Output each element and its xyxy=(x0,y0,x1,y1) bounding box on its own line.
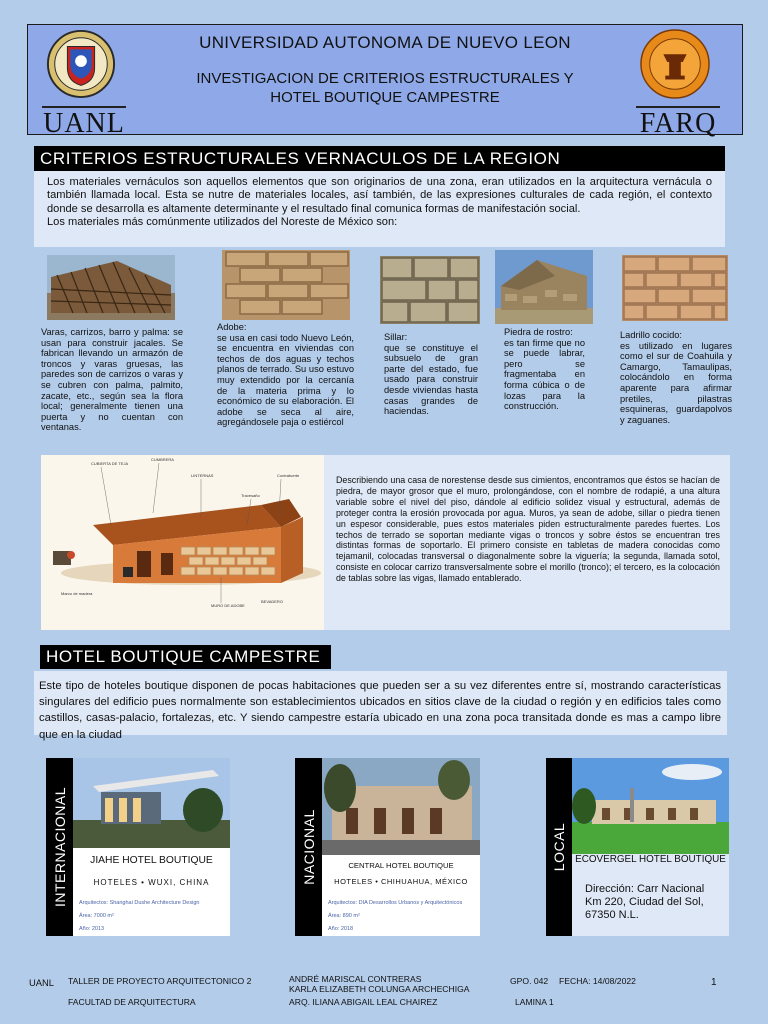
central-photo xyxy=(322,758,480,855)
label-local-text: LOCAL xyxy=(551,822,567,872)
vernacular-house-diagram xyxy=(41,455,324,630)
caption-adobe: Adobe: se usa en casi todo Nuevo León, se encuentra en viviendas con techos de dos aguas y techos planos de terrado. Su uso estuvo muy extendido por la cercanía de la materia prima y lo económico de su elaboración. El adobe se seca al aire, agregándosele paja o estiércol xyxy=(217,322,354,428)
farq-logo-text: FARQ xyxy=(639,108,717,139)
caption-varas: Varas, carrizos, barro y palma: se usan para construir jacales. Se fabrican llevando un armazón de troncos y varas gruesas, las paredes son de carrizos o varas y se cubren con palma, palmito, zacate, etc., según sea la flora local; generalmente tienen una puerta y no cuentan con ventanas. xyxy=(41,327,183,433)
university-title: UNIVERSIDAD AUTONOMA DE NUEVO LEON xyxy=(199,33,571,52)
caption-sillar: Sillar: que se constituye el subsuelo de gran parte del estado, fue usado para construir desde viviendas hasta casas grandes de haciendas. xyxy=(384,332,478,417)
intro-panel xyxy=(34,171,725,247)
footer-advisor: ARQ. ILIANA ABIGAIL LEAL CHAIREZ xyxy=(289,997,438,1007)
subtitle-line-2: HOTEL BOUTIQUE CAMPESTRE xyxy=(270,89,500,106)
ecovergel-photo xyxy=(572,758,729,854)
diagram-label: Contrafuerte xyxy=(277,473,300,478)
subtitle-line-1: INVESTIGACION DE CRITERIOS ESTRUCTURALES Y xyxy=(196,70,574,87)
section-heading-criterios: CRITERIOS ESTRUCTURALES VERNACULOS DE LA REGION xyxy=(34,146,725,171)
piedra-rostro-photo xyxy=(495,250,593,324)
sillar-photo xyxy=(380,256,480,324)
footer-date: FECHA: 14/08/2022 xyxy=(559,976,636,986)
diagram-label: CUMBRERA xyxy=(151,457,174,462)
hotel-paragraph: Este tipo de hoteles boutique disponen de pocas habitaciones que pueden ser a su vez diferentes entre sí, mostrando características singulares del edificio pues normalmente son establecimientos ubicados en sitios clave de la ciudad o región y en edificios tales como castillos, casas-palacio, fortalezas, etc. Y siendo campestre estaría ubicado en una zona poca transitada donde es mas a campo libre que en la ciudad xyxy=(39,680,721,741)
footer-group: GPO. 042 xyxy=(510,976,549,986)
diagram-label: LINTERNAS xyxy=(191,473,214,478)
footer-author-1: ANDRÉ MARISCAL CONTRERAS xyxy=(289,974,422,984)
diagram-label: MURO DE ADOBE xyxy=(211,603,245,608)
footer-uanl: UANL xyxy=(29,977,55,988)
caption-piedra-rostro: Piedra de rostro: es tan firme que no se puede labrar, pero se fragmentaba en forma cúbica o de lozas para la construcción. xyxy=(504,327,585,412)
poster-subtitle xyxy=(148,69,622,107)
hotel-info-line: Área: 7000 m² xyxy=(79,913,114,919)
footer-authors xyxy=(289,974,470,994)
caption-ladrillo: Ladrillo cocido: es utilizado en lugares como el sur de Coahuila y Camargo, Tamaulipas, colocándolo en forma aparente para afirmar pretiles, pilastras esquineras, guardapolvos y zaguanes. xyxy=(620,330,732,425)
label-internacional-text: INTERNACIONAL xyxy=(51,786,68,908)
farq-logo xyxy=(636,29,720,139)
hotel-location-jiahe: HOTELES • WUXI, CHINA xyxy=(93,878,210,887)
intro-last-line: Los materiales más comúnmente utilizados del Noreste de México son: xyxy=(47,215,398,228)
hotel-card-central xyxy=(322,758,480,936)
intro-paragraph: Los materiales vernáculos son aquellos elementos que son originarios de una zona, eran utilizados en la arquitectura vernácula o también llamada local. Esta se nutre de materiales locales, así también, de las expresiones culturales de cada región, el contexto donde se desarrolla es altamente determinante y el resultado final comunica formas de manifestación social. xyxy=(47,176,712,215)
hotel-text-panel xyxy=(34,671,727,741)
ladrillo-photo xyxy=(622,255,728,321)
diagram-label: Travesaño xyxy=(241,493,260,498)
adobe-wall-photo xyxy=(222,250,350,320)
section-heading-hotel: HOTEL BOUTIQUE CAMPESTRE xyxy=(40,645,331,669)
diagram-label: CUBIERTA DE TEJA xyxy=(91,461,129,466)
footer-author-2: KARLA ELIZABETH COLUNGA ARCHECHIGA xyxy=(289,984,470,994)
hotel-info-line: Año: 2018 xyxy=(328,926,354,932)
hotel-name-ecovergel: ECOVERGEL HOTEL BOUTIQUE xyxy=(575,854,726,865)
diagram-label: Marco de madera xyxy=(61,591,93,596)
hotel-info-line: Área: 890 m² xyxy=(328,913,360,919)
footer-lamina: LAMINA 1 xyxy=(515,997,554,1007)
hotel-info-line: Arquitectos: DIA Desarrollos Urbanos y Arquitectónicos xyxy=(328,900,463,906)
hotel-location-central: HOTELES • CHIHUAHUA, MÉXICO xyxy=(334,877,468,886)
description-panel xyxy=(324,455,730,630)
hotel-card-jiahe xyxy=(73,758,230,936)
hotel-card-ecovergel xyxy=(572,758,729,936)
diagram-label: BEVADERO xyxy=(261,599,283,604)
footer-title-block xyxy=(25,970,742,1012)
footer-course: TALLER DE PROYECTO ARQUITECTONICO 2 xyxy=(68,976,252,986)
hotel-address-ecovergel: Dirección: Carr Nacional Km 220, Ciudad del Sol, 67350 N.L. xyxy=(585,883,705,921)
hotel-info-line: Año: 2013 xyxy=(79,926,105,932)
label-internacional xyxy=(46,758,73,936)
label-local xyxy=(546,758,572,936)
farq-seal-icon xyxy=(636,29,714,99)
label-nacional-text: NACIONAL xyxy=(300,809,317,885)
house-description: Describiendo una casa de norestense desde sus cimientos, encontramos que éstos se hacían de piedra, de mayor grosor que el muro, prolongándose, con el nombre de rodapié, a una altura variable sobre el nivel del piso, dándole al edificio solidez visual y estructural, además de proteger contra la erosión provocada por agua. Muros, ya sean de adobe, sillar o piedra tienen un espesor considerable, pues estos materiales piden estructuralmente paredes fuertes. Los techos de terrado se soportan mediante vigas o troncos y sobre éstos se encuentran tres distintas formas de soportarlo. El primero consiste en tabletas de madera conocidas como tejamanil, colocadas transversal o diagonalmente sobre la viguería; la segunda, llamada sotol, consiste en colocar carrizo transversalmente sobre el morillo (tronco); el tercero, es la colocación de tablas sobre las vigas, llamado entablerado. xyxy=(336,475,720,584)
uanl-logo-text: UANL xyxy=(43,108,125,139)
header-banner xyxy=(27,24,743,139)
hotel-name-central: CENTRAL HOTEL BOUTIQUE xyxy=(348,861,454,870)
jacal-photo xyxy=(47,255,175,320)
hotel-name-jiahe: JIAHE HOTEL BOUTIQUE xyxy=(90,855,213,866)
footer-sheet-number: 1 xyxy=(711,977,717,988)
jiahe-photo xyxy=(73,758,230,848)
label-nacional xyxy=(295,758,322,936)
footer-faculty: FACULTAD DE ARQUITECTURA xyxy=(68,997,196,1007)
hotel-info-line: Arquitectos: Shanghai Dushe Architecture Design xyxy=(79,900,200,906)
